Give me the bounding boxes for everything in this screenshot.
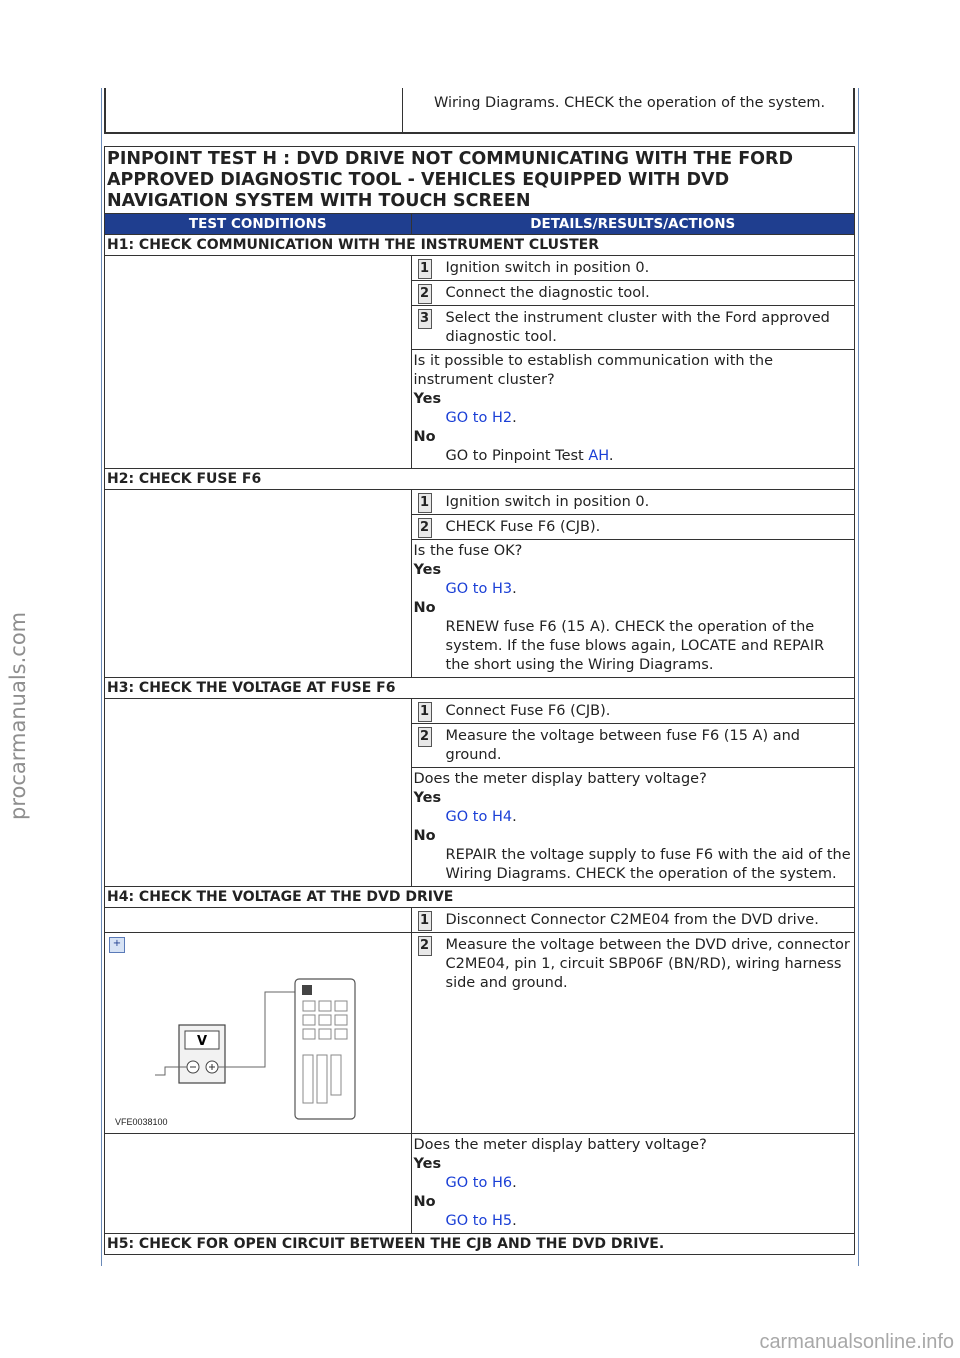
step-h1-title: H1: CHECK COMMUNICATION WITH THE INSTRUMENT CLUSTER (105, 235, 855, 256)
instruction-row: 2 CHECK Fuse F6 (CJB). (411, 515, 854, 540)
step-number: 2 (418, 727, 432, 747)
no-label: No (413, 1194, 436, 1210)
pinpoint-test-ah-link[interactable]: AH (588, 448, 609, 464)
step-number: 2 (418, 518, 432, 538)
instruction-row: 2 Connect the diagnostic tool. (411, 281, 854, 306)
step-number: 2 (418, 936, 432, 956)
yes-label: Yes (413, 1156, 442, 1172)
question: Is it possible to establish communication with the instrument cluster? (413, 353, 773, 388)
svg-text:V: V (196, 1034, 208, 1049)
pinpoint-test-table (104, 146, 855, 1255)
step-h2-title: H2: CHECK FUSE F6 (105, 469, 855, 490)
previous-table-fragment (104, 88, 855, 134)
instruction-row: 3 Select the instrument cluster with the Ford approved diagnostic tool. (411, 306, 854, 350)
voltage-measurement-illustration (105, 933, 412, 1134)
no-label: No (413, 429, 436, 445)
instruction-row: 2 Measure the voltage between the DVD drive, connector C2ME04, pin 1, circuit SBP06F (BN/RD), wiring harness side and ground. (411, 933, 854, 1134)
page-border-right (858, 88, 859, 1266)
question: Does the meter display battery voltage? (413, 771, 707, 787)
go-to-h5-link[interactable]: GO to H5 (445, 1213, 513, 1229)
meter-connector-diagram (145, 955, 385, 1125)
go-to-h3-link[interactable]: GO to H3 (445, 581, 513, 597)
step-number: 1 (418, 702, 432, 722)
result-block-h1: Is it possible to establish communication with the instrument cluster? Yes GO to H2. No GO to Pinpoint Test AH. (411, 350, 854, 469)
no-label: No (413, 828, 436, 844)
header-test-conditions: TEST CONDITIONS (105, 214, 412, 235)
go-to-h6-link[interactable]: GO to H6 (445, 1175, 513, 1191)
question: Does the meter display battery voltage? (413, 1137, 707, 1153)
go-to-h2-link[interactable]: GO to H2 (445, 410, 513, 426)
zoom-icon[interactable]: + (109, 937, 125, 953)
step-number: 3 (418, 309, 432, 329)
result-block-h3: Does the meter display battery voltage? Yes GO to H4. No REPAIR the voltage supply to fuse F6 with the aid of the Wiring Diagrams. CHECK the operation of the system. (411, 768, 854, 887)
instruction-row: 1 Ignition switch in position 0. (411, 490, 854, 515)
watermark-bottom: carmanualsonline.info (759, 1331, 954, 1353)
question: Is the fuse OK? (413, 543, 523, 559)
yes-label: Yes (413, 562, 442, 578)
step-number: 2 (418, 284, 432, 304)
step-number: 1 (418, 911, 432, 931)
yes-label: Yes (413, 790, 442, 806)
instruction-row: 1 Disconnect Connector C2ME04 from the DVD drive. (411, 908, 854, 933)
result-block-h2: Is the fuse OK? Yes GO to H3. No RENEW fuse F6 (15 A). CHECK the operation of the system. If the fuse blows again, LOCATE and REPAIR the short using the Wiring Diagrams. (411, 540, 854, 678)
go-to-h4-link[interactable]: GO to H4 (445, 809, 513, 825)
step-h4-title: H4: CHECK THE VOLTAGE AT THE DVD DRIVE (105, 887, 855, 908)
manual-page (104, 88, 855, 1252)
no-label: No (413, 600, 436, 616)
page-border-left (101, 88, 102, 1266)
header-details-results: DETAILS/RESULTS/ACTIONS (411, 214, 854, 235)
instruction-row: 1 Connect Fuse F6 (CJB). (411, 699, 854, 724)
result-block-h4: Does the meter display battery voltage? Yes GO to H6. No GO to H5. (411, 1134, 854, 1234)
step-number: 1 (418, 493, 432, 513)
step-h5-title: H5: CHECK FOR OPEN CIRCUIT BETWEEN THE CJB AND THE DVD DRIVE. (105, 1234, 855, 1255)
instruction-row: 2 Measure the voltage between fuse F6 (15 A) and ground. (411, 724, 854, 768)
watermark-side: procarmanuals.com (6, 611, 30, 820)
yes-label: Yes (413, 391, 442, 407)
previous-step-text: Wiring Diagrams. CHECK the operation of the system. (434, 95, 826, 111)
step-h3-title: H3: CHECK THE VOLTAGE AT FUSE F6 (105, 678, 855, 699)
instruction-row: 1 Ignition switch in position 0. (411, 256, 854, 281)
pinpoint-test-title: PINPOINT TEST H : DVD DRIVE NOT COMMUNICATING WITH THE FORD APPROVED DIAGNOSTIC TOOL - VEHICLES EQUIPPED WITH DVD NAVIGATION SYSTEM WITH TOUCH SCREEN (105, 147, 855, 214)
step-number: 1 (418, 259, 432, 279)
illustration-code: VFE0038100 (115, 1117, 168, 1127)
